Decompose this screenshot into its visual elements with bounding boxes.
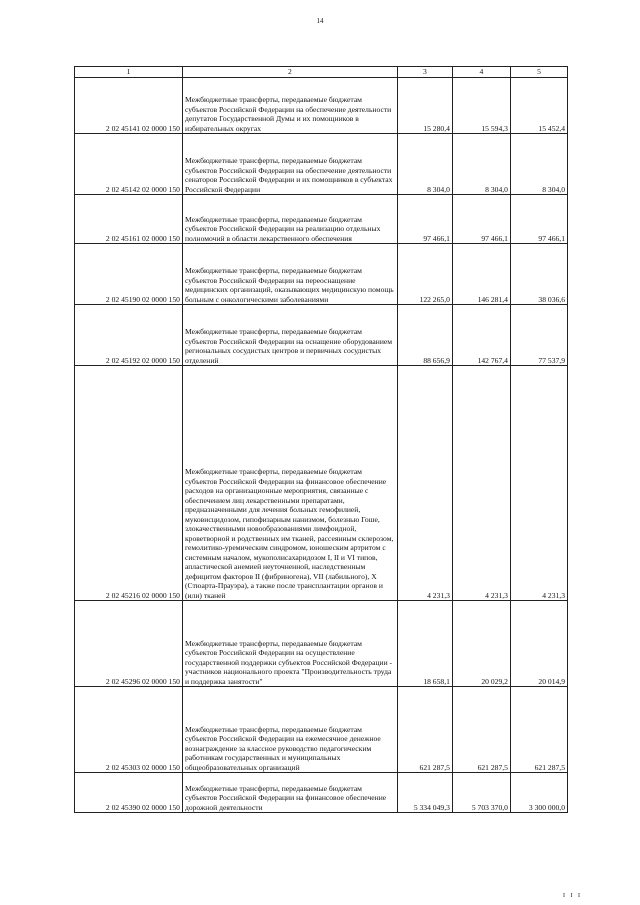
table-row	[75, 687, 568, 773]
table-row	[75, 195, 568, 244]
budget-code-cell: 2 02 45303 02 0000 150	[75, 687, 183, 773]
column-header-5: 5	[510, 67, 567, 78]
description-cell: Межбюджетные трансферты, передаваемые бюджетам субъектов Российской Федерации на обеспечение деятельности депутатов Государственной Думы и их помощников в избирательных округах	[182, 78, 397, 134]
value-col4-cell: 97 466,1	[452, 195, 510, 244]
table-row	[75, 244, 568, 305]
value-col5-cell: 97 466,1	[510, 195, 567, 244]
budget-code-cell: 2 02 45142 02 0000 150	[75, 134, 183, 195]
value-col5-cell: 20 014,9	[510, 601, 567, 687]
value-col5-cell: 38 036,6	[510, 244, 567, 305]
value-col4-cell: 8 304,0	[452, 134, 510, 195]
value-col3-cell: 4 231,3	[397, 366, 452, 601]
description-cell: Межбюджетные трансферты, передаваемые бюджетам субъектов Российской Федерации на оснащение оборудованием региональных сосудистых центров и первичных сосудистых отделений	[182, 305, 397, 366]
value-col3-cell: 15 280,4	[397, 78, 452, 134]
budget-code-cell: 2 02 45190 02 0000 150	[75, 244, 183, 305]
table-row	[75, 305, 568, 366]
description-cell: Межбюджетные трансферты, передаваемые бюджетам субъектов Российской Федерации на финансовое обеспечение дорожной деятельности	[182, 773, 397, 813]
budget-code-cell: 2 02 45161 02 0000 150	[75, 195, 183, 244]
value-col5-cell: 77 537,9	[510, 305, 567, 366]
column-header-4: 4	[452, 67, 510, 78]
budget-table	[74, 66, 568, 813]
value-col3-cell: 122 265,0	[397, 244, 452, 305]
description-cell: Межбюджетные трансферты, передаваемые бюджетам субъектов Российской Федерации на обеспечение деятельности сенаторов Российской Федерации и их помощников в субъектах Российской Федерации	[182, 134, 397, 195]
value-col4-cell: 4 231,3	[452, 366, 510, 601]
table-row	[75, 601, 568, 687]
value-col4-cell: 142 767,4	[452, 305, 510, 366]
value-col4-cell: 5 703 370,0	[452, 773, 510, 813]
column-header-1: 1	[75, 67, 183, 78]
description-cell: Межбюджетные трансферты, передаваемые бюджетам субъектов Российской Федерации на ежемесячное денежное вознаграждение за классное руководство педагогическим работникам государственных и муниципальных общеобразовательных организаций	[182, 687, 397, 773]
description-cell: Межбюджетные трансферты, передаваемые бюджетам субъектов Российской Федерации на финансовое обеспечение расходов на организационные мероприятия, связанные с обеспечением лиц лекарственными препаратами, предназначенными для лечения больных гемофилией, муковисцидозом, гипофизарным нанизмом, болезнью Гоше, злокачественными новообразованиями лимфоидной, кроветворной и родственных им тканей, рассеянным склерозом, гемолитико-уремическим синдромом, юношеским артритом с системным началом, мукополисахаридозом I, II и VI типов, апластической анемией неуточненной, наследственным дефицитом факторов II (фибриногена), VII (лабильного), X (Стюарта-Прауэра), а также после трансплантации органов и (или) тканей	[182, 366, 397, 601]
value-col4-cell: 15 594,3	[452, 78, 510, 134]
description-cell: Межбюджетные трансферты, передаваемые бюджетам субъектов Российской Федерации на переоснащение медицинских организаций, оказывающих медицинскую помощь больным с онкологическими заболеваниями	[182, 244, 397, 305]
description-cell: Межбюджетные трансферты, передаваемые бюджетам субъектов Российской Федерации на реализацию отдельных полномочий в области лекарственного обеспечения	[182, 195, 397, 244]
column-header-3: 3	[397, 67, 452, 78]
description-cell: Межбюджетные трансферты, передаваемые бюджетам субъектов Российской Федерации на осуществление государственной поддержки субъектов Российской Федерации - участников национального проекта "Производительность труда и поддержка занятости"	[182, 601, 397, 687]
value-col5-cell: 4 231,3	[510, 366, 567, 601]
page-number: 14	[316, 17, 324, 25]
footer-mark: I I I	[563, 893, 582, 899]
value-col3-cell: 8 304,0	[397, 134, 452, 195]
value-col4-cell: 146 281,4	[452, 244, 510, 305]
value-col3-cell: 5 334 049,3	[397, 773, 452, 813]
value-col4-cell: 20 029,2	[452, 601, 510, 687]
budget-code-cell: 2 02 45141 02 0000 150	[75, 78, 183, 134]
value-col3-cell: 88 656,9	[397, 305, 452, 366]
table-row	[75, 134, 568, 195]
header-row	[75, 67, 568, 78]
budget-code-cell: 2 02 45296 02 0000 150	[75, 601, 183, 687]
value-col3-cell: 97 466,1	[397, 195, 452, 244]
table-row	[75, 78, 568, 134]
value-col3-cell: 621 287,5	[397, 687, 452, 773]
value-col5-cell: 3 300 000,0	[510, 773, 567, 813]
value-col5-cell: 621 287,5	[510, 687, 567, 773]
column-header-2: 2	[182, 67, 397, 78]
value-col4-cell: 621 287,5	[452, 687, 510, 773]
budget-code-cell: 2 02 45216 02 0000 150	[75, 366, 183, 601]
budget-code-cell: 2 02 45390 02 0000 150	[75, 773, 183, 813]
table-row	[75, 773, 568, 813]
value-col5-cell: 8 304,0	[510, 134, 567, 195]
value-col3-cell: 18 658,1	[397, 601, 452, 687]
value-col5-cell: 15 452,4	[510, 78, 567, 134]
budget-code-cell: 2 02 45192 02 0000 150	[75, 305, 183, 366]
table-row	[75, 366, 568, 601]
